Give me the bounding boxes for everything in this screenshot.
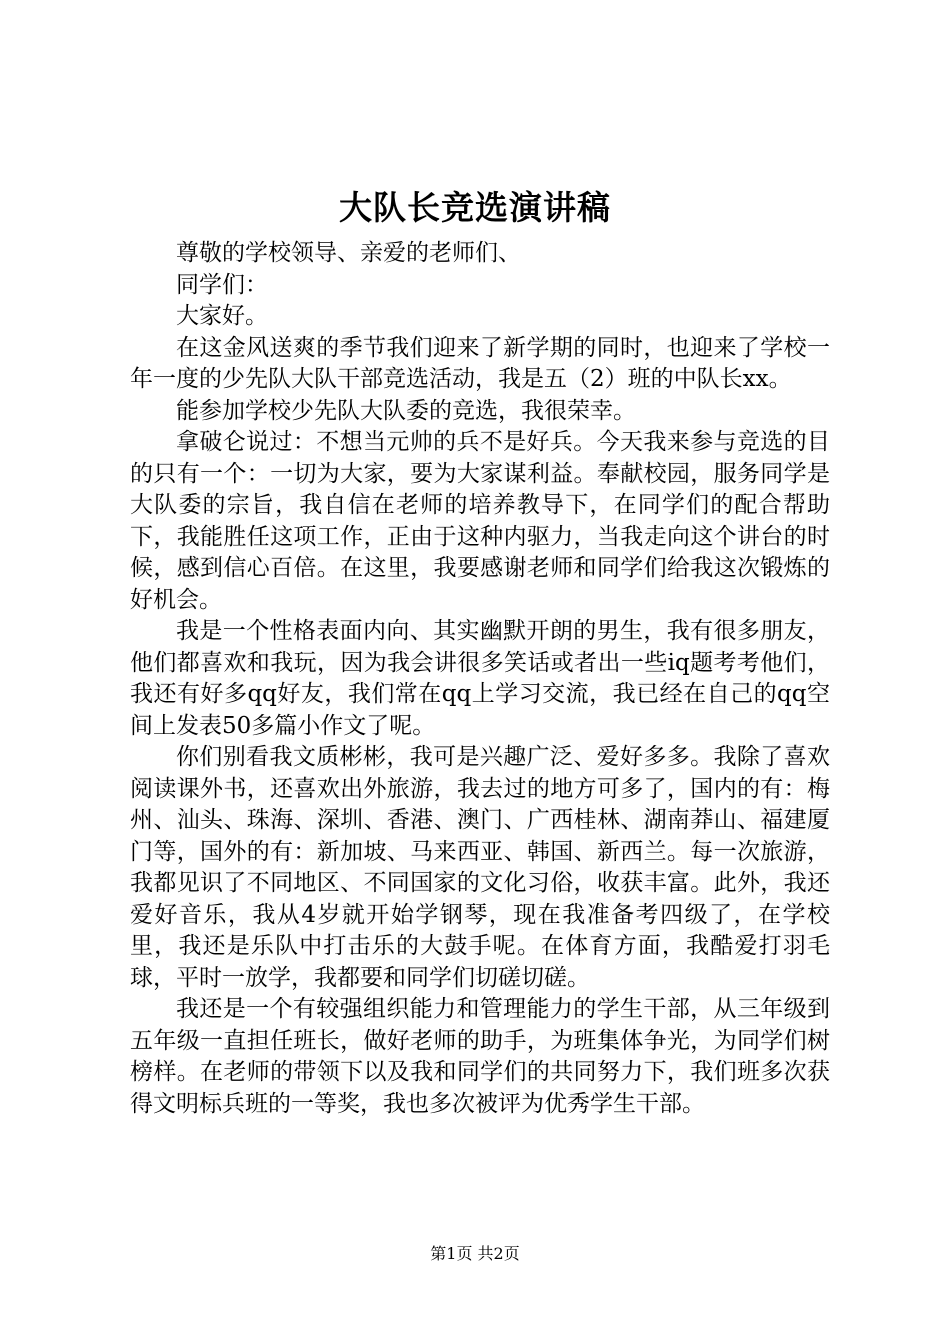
document-title: 大队长竞选演讲稿 — [339, 188, 611, 227]
document-body — [130, 238, 830, 1120]
paragraph: 我是一个性格表面内向、其实幽默开朗的男生，我有很多朋友，他们都喜欢和我玩，因为我会讲很多笑话或者出一些iq题考考他们，我还有好多qq好友，我们常在qq上学习交流，我已经在自己的qq空间上发表50多篇小作文了呢。 — [130, 618, 830, 739]
paragraph: 同学们： — [176, 271, 268, 298]
paragraph: 在这金风送爽的季节我们迎来了新学期的同时，也迎来了学校一年一度的少先队大队干部竞选活动，我是五（2）班的中队长xx。 — [130, 334, 830, 392]
paragraph: 你们别看我文质彬彬，我可是兴趣广泛、爱好多多。我除了喜欢阅读课外书，还喜欢出外旅游，我去过的地方可多了，国内的有：梅州、汕头、珠海、深圳、香港、澳门、广西桂林、湖南莽山、福建厦门等，国外的有：新加坡、马来西亚、韩国、新西兰。每一次旅游，我都见识了不同地区、不同国家的文化习俗，收获丰富。此外，我还爱好音乐，我从4岁就开始学钢琴，现在我准备考四级了，在学校里，我还是乐队中打击乐的大鼓手呢。在体育方面，我酷爱打羽毛球，平时一放学，我都要和同学们切磋切磋。 — [130, 744, 830, 991]
paragraph: 尊敬的学校领导、亲爱的老师们、 — [176, 240, 521, 266]
paragraph: 我还是一个有较强组织能力和管理能力的学生干部，从三年级到五年级一直担任班长，做好老师的助手，为班集体争光，为同学们树榜样。在老师的带领下以及我和同学们的共同努力下，我们班多次获得文明标兵班的一等奖，我也多次被评为优秀学生干部。 — [130, 996, 830, 1117]
paragraph: 拿破仑说过：不想当元帅的兵不是好兵。今天我来参与竞选的目的只有一个：一切为大家，要为大家谋利益。奉献校园，服务同学是大队委的宗旨，我自信在老师的培养教导下，在同学们的配合帮助下，我能胜任这项工作，正由于这种内驱力，当我走向这个讲台的时候，感到信心百倍。在这里，我要感谢老师和同学们给我这次锻炼的好机会。 — [130, 429, 830, 613]
paragraph: 能参加学校少先队大队委的竞选，我很荣幸。 — [176, 397, 636, 424]
paragraph: 大家好。 — [176, 303, 268, 329]
page-footer: 第1页 共2页 — [430, 1244, 520, 1263]
